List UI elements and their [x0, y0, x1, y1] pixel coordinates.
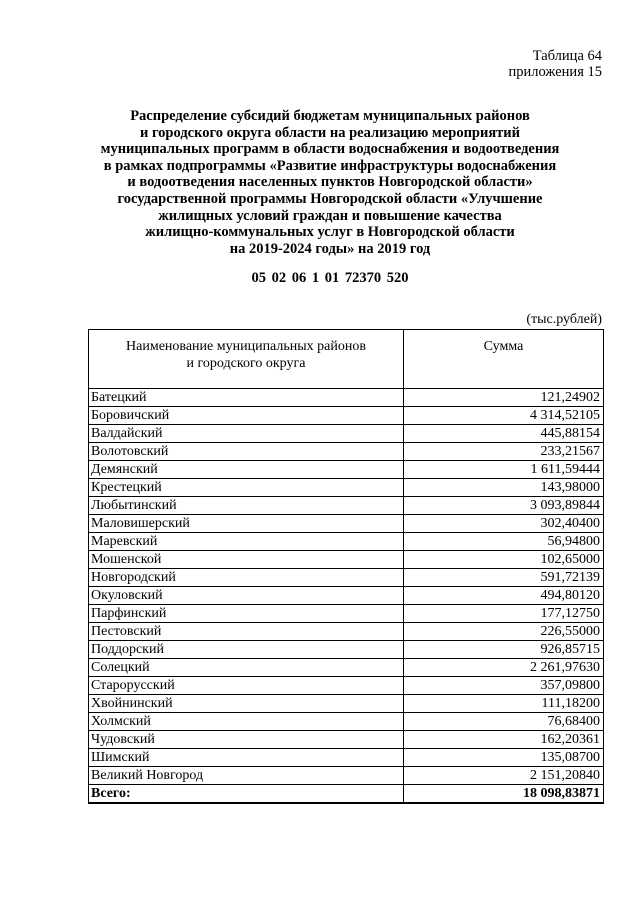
title-line: и водоотведения населенных пунктов Новгородской области» [127, 174, 533, 191]
table-row [89, 731, 604, 749]
table-row [89, 515, 604, 533]
subsidy-amount: 357,09800 [404, 677, 604, 695]
district-name: Пестовский [89, 623, 404, 641]
table-row [89, 695, 604, 713]
district-name: Холмский [89, 713, 404, 731]
subsidy-amount: 4 314,52105 [404, 407, 604, 425]
subsidy-amount: 162,20361 [404, 731, 604, 749]
budget-classification-code: 05 02 06 1 01 72370 520 [251, 270, 409, 286]
subsidy-amount: 143,98000 [404, 479, 604, 497]
table-row [89, 551, 604, 569]
subsidy-amount: 226,55000 [404, 623, 604, 641]
table-row [89, 389, 604, 407]
title-line: муниципальных программ в области водоснабжения и водоотведения [100, 141, 560, 158]
district-name: Любытинский [89, 497, 404, 515]
district-name: Хвойнинский [89, 695, 404, 713]
subsidy-amount: 1 611,59444 [404, 461, 604, 479]
district-name: Шимский [89, 749, 404, 767]
subsidy-amount: 302,40400 [404, 515, 604, 533]
table-row [89, 407, 604, 425]
title-line: и городского округа области на реализацию мероприятий [139, 124, 521, 141]
subsidy-amount: 135,08700 [404, 749, 604, 767]
subsidy-distribution-table [88, 329, 604, 804]
district-name: Боровичский [89, 407, 404, 425]
district-name: Новгородский [89, 569, 404, 587]
table-body [89, 389, 604, 804]
subsidy-amount: 2 261,97630 [404, 659, 604, 677]
subsidy-amount: 3 093,89844 [404, 497, 604, 515]
title-line: на 2019-2024 годы» на 2019 год [229, 240, 431, 257]
table-row [89, 605, 604, 623]
district-name: Крестецкий [89, 479, 404, 497]
table-row [89, 749, 604, 767]
table-row [89, 767, 604, 785]
total-amount: 18 098,83871 [404, 785, 604, 804]
table-row [89, 641, 604, 659]
subsidy-amount: 2 151,20840 [404, 767, 604, 785]
district-name: Окуловский [89, 587, 404, 605]
title-line: жилищно-коммунальных услуг в Новгородской области [145, 224, 515, 241]
total-label: Всего: [89, 785, 404, 804]
district-name: Солецкий [89, 659, 404, 677]
subsidy-amount: 102,65000 [404, 551, 604, 569]
table-number: Таблица 64 [532, 48, 602, 64]
table-row [89, 425, 604, 443]
district-name: Волотовский [89, 443, 404, 461]
subsidy-amount: 177,12750 [404, 605, 604, 623]
title-line: жилищных условий граждан и повышение качества [158, 207, 502, 224]
subsidy-amount: 494,80120 [404, 587, 604, 605]
subsidy-amount: 445,88154 [404, 425, 604, 443]
table-row [89, 479, 604, 497]
subsidy-amount: 926,85715 [404, 641, 604, 659]
unit-label: (тыс.рублей) [526, 312, 602, 327]
table-row [89, 659, 604, 677]
district-name: Маревский [89, 533, 404, 551]
title-line: в рамках подпрограммы «Развитие инфраструктуры водоснабжения [103, 157, 557, 174]
subsidy-amount: 56,94800 [404, 533, 604, 551]
column-header-name-line: Наименование муниципальных районов [126, 339, 366, 354]
subsidy-amount: 591,72139 [404, 569, 604, 587]
document-reference [509, 48, 602, 80]
title-line: Распределение субсидий бюджетам муниципальных районов [130, 108, 530, 124]
table-row [89, 713, 604, 731]
table-row [89, 443, 604, 461]
table-row [89, 569, 604, 587]
table-row [89, 587, 604, 605]
district-name: Парфинский [89, 605, 404, 623]
table-header-row [89, 330, 604, 389]
district-name: Батецкий [89, 389, 404, 407]
document-title [70, 108, 590, 257]
district-name: Старорусский [89, 677, 404, 695]
district-name: Валдайский [89, 425, 404, 443]
table-row [89, 677, 604, 695]
table-row [89, 497, 604, 515]
subsidy-amount: 233,21567 [404, 443, 604, 461]
district-name: Великий Новгород [89, 767, 404, 785]
column-header-name [89, 330, 404, 389]
column-header-name-line: и городского округа [186, 356, 306, 371]
total-row [89, 785, 604, 804]
subsidy-amount: 121,24902 [404, 389, 604, 407]
table-row [89, 623, 604, 641]
district-name: Поддорский [89, 641, 404, 659]
subsidy-amount: 76,68400 [404, 713, 604, 731]
district-name: Маловишерский [89, 515, 404, 533]
table-row [89, 461, 604, 479]
table-row [89, 533, 604, 551]
title-line: государственной программы Новгородской области «Улучшение [117, 190, 543, 207]
subsidy-amount: 111,18200 [404, 695, 604, 713]
district-name: Чудовский [89, 731, 404, 749]
district-name: Мошенской [89, 551, 404, 569]
appendix-number: приложения 15 [508, 64, 602, 80]
district-name: Демянский [89, 461, 404, 479]
column-header-amount: Сумма [404, 330, 604, 389]
